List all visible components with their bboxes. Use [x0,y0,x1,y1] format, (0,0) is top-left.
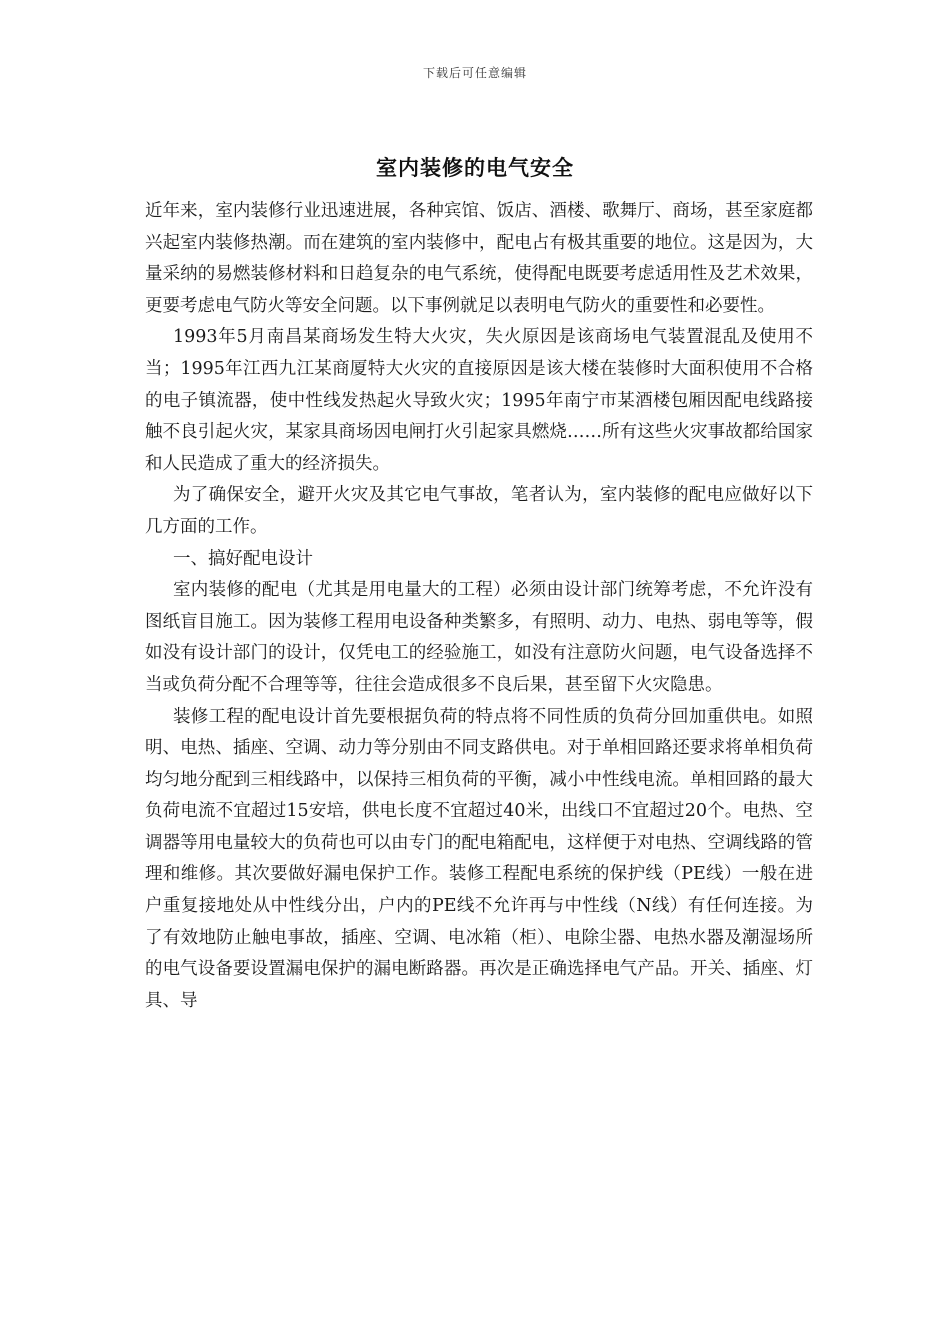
paragraph-design-details: 装修工程的配电设计首先要根据负荷的特点将不同性质的负荷分回加重供电。如照明、电热、插座、空调、动力等分别由不同支路供电。对于单相回路还要求将单相负荷均匀地分配到三相线路中，以保持三相负荷的平衡，减小中性线电流。单相回路的最大负荷电流不宜超过15安培，供电长度不宜超过40米，出线口不宜超过20个。电热、空调器等用电量较大的负荷也可以由专门的配电箱配电，这样便于对电热、空调线路的管理和维修。其次要做好漏电保护工作。装修工程配电系统的保护线（PE线）一般在进户重复接地处从中性线分出，户内的PE线不允许再与中性线（N线）有任何连接。为了有效地防止触电事故，插座、空调、电冰箱（柜）、电除尘器、电热水器及潮湿场所的电气设备要设置漏电保护的漏电断路器。再次是正确选择电气产品。开关、插座、灯具、导 [145,706,813,1011]
paragraph-design: 室内装修的配电（尤其是用电量大的工程）必须由设计部门统筹考虑，不允许没有图纸盲目施工。因为装修工程用电设备种类繁多，有照明、动力、电热、弱电等等，假如没有设计部门的设计，仅凭电工的经验施工，如没有注意防火问题，电气设备选择不当或负荷分配不合理等等，往往会造成很多不良后果，甚至留下火灾隐患。 [145,580,813,695]
paragraph-incidents: 1993年5月南昌某商场发生特大火灾，失火原因是该商场电气装置混乱及使用不当；1995年江西九江某商厦特大火灾的直接原因是该大楼在装修时大面积使用不合格的电子镇流器，使中性线发热起火导致火灾；1995年南宁市某酒楼包厢因配电线路接触不良引起火灾，某家具商场因电闸打火引起家具燃烧……所有这些火灾事故都给国家和人民造成了重大的经济损失。 [145,327,813,474]
page-header: 下载后可任意编辑 [422,66,527,80]
paragraph-intro: 近年来，室内装修行业迅速进展，各种宾馆、饭店、酒楼、歌舞厅、商场，甚至家庭都兴起室内装修热潮。而在建筑的室内装修中，配电占有极其重要的地位。这是因为，大量采纳的易燃装修材料和日趋复杂的电气系统，使得配电既要考虑适用性及艺术效果，更要考虑电气防火等安全问题。以下事例就足以表明电气防火的重要性和必要性。 [145,201,813,316]
document-title: 室内装修的电气安全 [376,156,574,180]
section-heading-design: 一、搞好配电设计 [173,548,313,569]
document-body [145,196,813,1017]
paragraph-purpose: 为了确保安全，避开火灾及其它电气事故，笔者认为，室内装修的配电应做好以下几方面的工作。 [145,485,813,537]
